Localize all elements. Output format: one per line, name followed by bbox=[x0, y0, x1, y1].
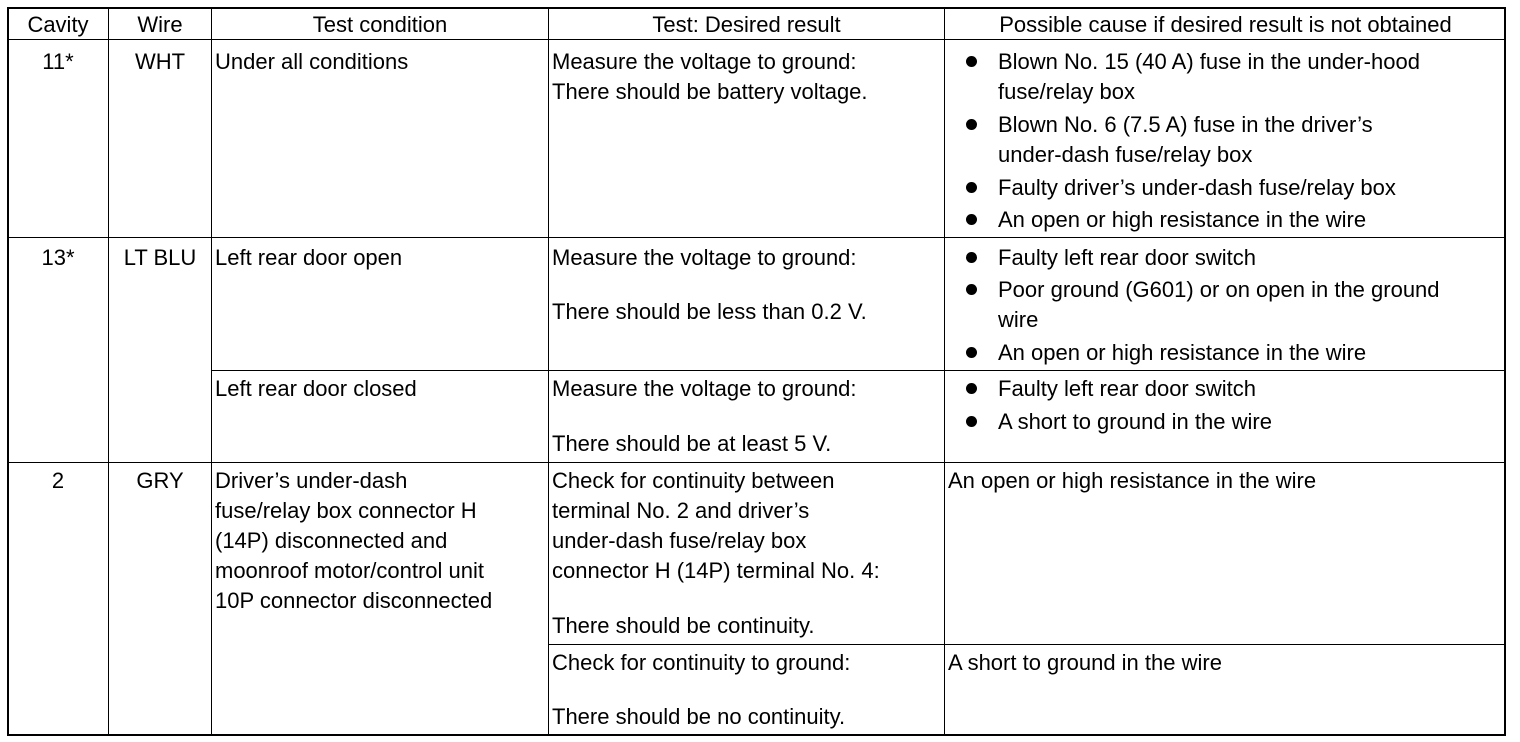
cause-line: Blown No. 6 (7.5 A) fuse in the driver’s bbox=[998, 112, 1373, 137]
row-divider-1 bbox=[8, 237, 1506, 238]
result-line: connector H (14P) terminal No. 4: bbox=[552, 558, 880, 583]
cavity-cell: 11* bbox=[42, 49, 74, 74]
col-divider-4 bbox=[944, 8, 945, 735]
header-cavity: Cavity bbox=[27, 12, 89, 37]
condition-line: Left rear door open bbox=[215, 245, 403, 270]
result-line: There should be less than 0.2 V. bbox=[552, 299, 867, 324]
row-divider-3 bbox=[8, 462, 1506, 463]
cause-line: Faulty left rear door switch bbox=[998, 245, 1256, 270]
cause-line: An open or high resistance in the wire bbox=[998, 207, 1367, 232]
bullet-icon bbox=[966, 383, 977, 394]
bullet-icon bbox=[966, 284, 977, 295]
bullet-icon bbox=[966, 416, 977, 427]
result-line: terminal No. 2 and driver’s bbox=[552, 498, 810, 523]
condition-line: 10P connector disconnected bbox=[215, 588, 493, 613]
cause-line: under-dash fuse/relay box bbox=[998, 142, 1253, 167]
bullet-icon bbox=[966, 119, 977, 130]
cause-line: Blown No. 15 (40 A) fuse in the under-hood bbox=[998, 49, 1420, 74]
result-line: There should be no continuity. bbox=[552, 704, 846, 729]
header-test-condition: Test condition bbox=[312, 12, 448, 37]
row-divider-4 bbox=[548, 644, 1506, 645]
wire-cell: LT BLU bbox=[123, 245, 197, 270]
wire-cell: WHT bbox=[134, 49, 186, 74]
col-divider-2 bbox=[211, 8, 212, 735]
result-line: under-dash fuse/relay box bbox=[552, 528, 807, 553]
row-divider-2 bbox=[211, 370, 1506, 371]
result-line: There should be at least 5 V. bbox=[552, 431, 832, 456]
col-divider-3 bbox=[548, 8, 549, 735]
result-line: There should be continuity. bbox=[552, 613, 815, 638]
cause-line: A short to ground in the wire bbox=[948, 650, 1222, 675]
bullet-icon bbox=[966, 182, 977, 193]
condition-line: Left rear door closed bbox=[215, 376, 417, 401]
cause-line: Faulty driver’s under-dash fuse/relay box bbox=[998, 175, 1396, 200]
result-line: Measure the voltage to ground: bbox=[552, 49, 857, 74]
cavity-cell: 2 bbox=[51, 468, 65, 493]
header-wire: Wire bbox=[137, 12, 183, 37]
wire-cell: GRY bbox=[136, 468, 184, 493]
bullet-icon bbox=[966, 214, 977, 225]
header-possible-cause: Possible cause if desired result is not obtained bbox=[999, 12, 1452, 37]
bullet-icon bbox=[966, 347, 977, 358]
cause-line: fuse/relay box bbox=[998, 79, 1135, 104]
condition-line: fuse/relay box connector H bbox=[215, 498, 477, 523]
cause-line: wire bbox=[998, 307, 1039, 332]
header-desired-result: Test: Desired result bbox=[652, 12, 841, 37]
result-line: Measure the voltage to ground: bbox=[552, 245, 857, 270]
condition-line: (14P) disconnected and bbox=[215, 528, 448, 553]
bullet-icon bbox=[966, 56, 977, 67]
condition-line: Driver’s under-dash bbox=[215, 468, 408, 493]
result-line: There should be battery voltage. bbox=[552, 79, 868, 104]
cause-line: Poor ground (G601) or on open in the ground bbox=[998, 277, 1440, 302]
result-line: Measure the voltage to ground: bbox=[552, 376, 857, 401]
cause-line: An open or high resistance in the wire bbox=[998, 340, 1367, 365]
condition-line: moonroof motor/control unit bbox=[215, 558, 485, 583]
cause-line: Faulty left rear door switch bbox=[998, 376, 1256, 401]
condition-line: Under all conditions bbox=[215, 49, 409, 74]
cause-line: An open or high resistance in the wire bbox=[948, 468, 1317, 493]
col-divider-1 bbox=[108, 8, 109, 735]
result-line: Check for continuity to ground: bbox=[552, 650, 851, 675]
cause-line: A short to ground in the wire bbox=[998, 409, 1272, 434]
result-line: Check for continuity between bbox=[552, 468, 835, 493]
cavity-cell: 13* bbox=[41, 245, 75, 270]
bullet-icon bbox=[966, 252, 977, 263]
